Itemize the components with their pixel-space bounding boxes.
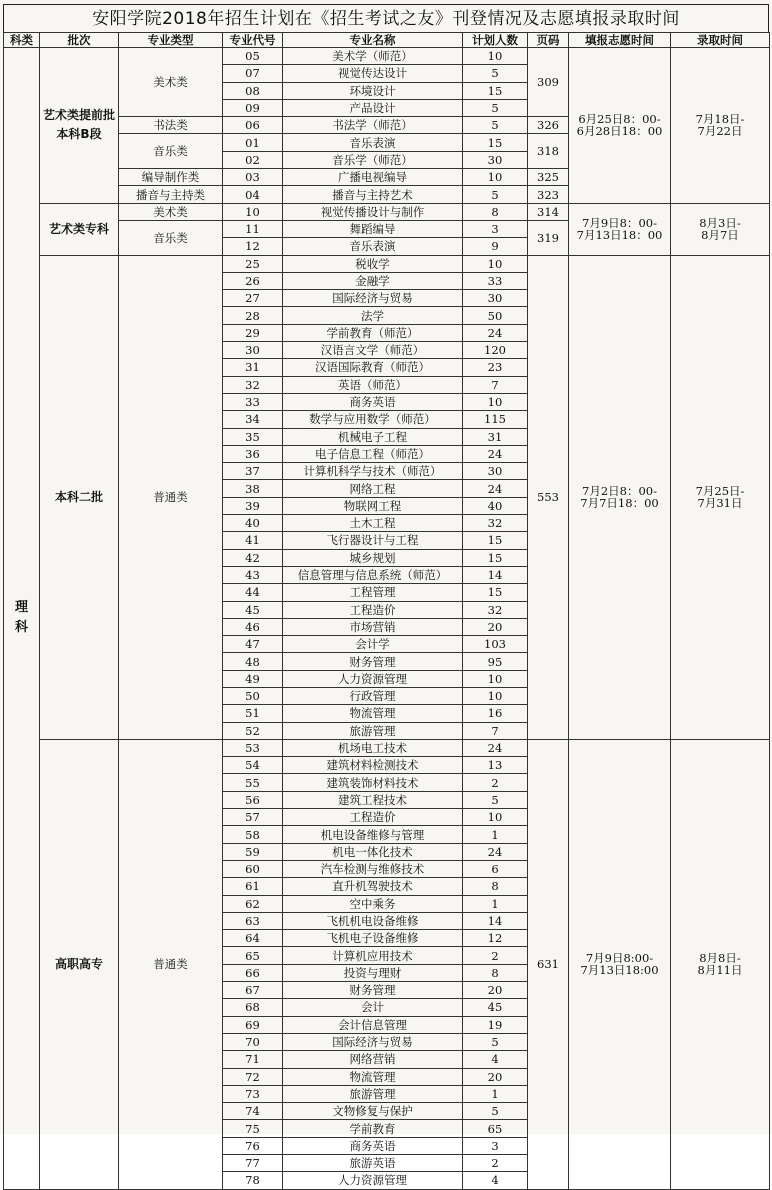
major-code-cell: 74	[223, 1103, 283, 1120]
major-code-cell: 64	[223, 930, 283, 947]
major-name-cell: 文物修复与保护	[283, 1103, 463, 1120]
major-name-cell: 国际经济与贸易	[283, 290, 463, 307]
table-row	[4, 255, 770, 272]
major-name-cell: 飞机电子设备维修	[283, 930, 463, 947]
table-header-row	[4, 33, 770, 48]
plan-count-cell: 15	[463, 532, 528, 549]
plan-count-cell: 24	[463, 445, 528, 462]
major-name-cell: 法学	[283, 307, 463, 324]
plan-count-cell: 10	[463, 393, 528, 410]
major-name-cell: 舞蹈编导	[283, 220, 463, 237]
major-code-cell: 37	[223, 463, 283, 480]
major-code-cell: 62	[223, 895, 283, 912]
subject-char: 科	[14, 620, 28, 636]
major-name-cell: 物流管理	[283, 1068, 463, 1085]
major-code-cell: 76	[223, 1137, 283, 1154]
plan-count-cell: 103	[463, 636, 528, 653]
fill-time-cell-line: 6月28日18：00	[576, 124, 663, 139]
major-name-cell: 网络工程	[283, 480, 463, 497]
major-type-cell: 普通类	[119, 739, 223, 1189]
major-name-cell: 广播电视编导	[283, 169, 463, 186]
plan-count-cell: 115	[463, 411, 528, 428]
plan-count-cell: 7	[463, 722, 528, 739]
major-name-cell: 计算机应用技术	[283, 947, 463, 964]
major-code-cell: 42	[223, 549, 283, 566]
major-name-cell: 机电一体化技术	[283, 843, 463, 860]
major-name-cell: 会计学	[283, 636, 463, 653]
major-code-cell: 29	[223, 324, 283, 341]
major-code-cell: 46	[223, 618, 283, 635]
major-code-cell: 30	[223, 342, 283, 359]
major-name-cell: 工程造价	[283, 809, 463, 826]
plan-count-cell: 40	[463, 497, 528, 514]
plan-count-cell: 15	[463, 549, 528, 566]
header-admit-time: 录取时间	[671, 33, 770, 48]
major-name-cell: 建筑材料检测技术	[283, 757, 463, 774]
admit-time-cell	[671, 255, 770, 739]
plan-count-cell: 10	[463, 48, 528, 65]
plan-count-cell: 2	[463, 947, 528, 964]
fill-time-cell-line: 7月9日8:00-	[585, 951, 654, 966]
plan-count-cell: 50	[463, 307, 528, 324]
plan-count-cell: 24	[463, 739, 528, 756]
subject-cell	[4, 48, 40, 1190]
major-code-cell: 09	[223, 99, 283, 116]
plan-count-cell: 3	[463, 220, 528, 237]
major-name-cell: 视觉传播设计与制作	[283, 203, 463, 220]
major-code-cell: 48	[223, 653, 283, 670]
plan-count-cell: 7	[463, 376, 528, 393]
subject-char: 理	[14, 600, 28, 616]
plan-count-cell: 45	[463, 999, 528, 1016]
plan-count-cell: 3	[463, 1137, 528, 1154]
major-code-cell: 60	[223, 860, 283, 877]
major-name-cell: 美术学（师范）	[283, 48, 463, 65]
major-code-cell: 07	[223, 65, 283, 82]
plan-count-cell: 120	[463, 342, 528, 359]
major-code-cell: 53	[223, 739, 283, 756]
major-code-cell: 04	[223, 186, 283, 203]
header-page-number: 页码	[528, 33, 569, 48]
major-code-cell: 02	[223, 151, 283, 168]
major-name-cell: 汽车检测与维修技术	[283, 860, 463, 877]
major-code-cell: 05	[223, 48, 283, 65]
fill-time-cell	[569, 739, 671, 1189]
major-name-cell: 网络营销	[283, 1051, 463, 1068]
page-number-cell: 314	[528, 203, 569, 220]
page-number-cell: 323	[528, 186, 569, 203]
major-code-cell: 71	[223, 1051, 283, 1068]
major-code-cell: 78	[223, 1172, 283, 1189]
major-name-cell: 金融学	[283, 272, 463, 289]
major-code-cell: 12	[223, 238, 283, 255]
major-name-cell: 国际经济与贸易	[283, 1033, 463, 1050]
fill-time-cell-line: 7月2日8：00-	[582, 484, 657, 499]
plan-count-cell: 14	[463, 566, 528, 583]
major-code-cell: 03	[223, 169, 283, 186]
major-name-cell: 土木工程	[283, 515, 463, 532]
major-name-cell: 旅游管理	[283, 1085, 463, 1102]
table-row	[4, 739, 770, 756]
major-code-cell: 59	[223, 843, 283, 860]
plan-count-cell: 4	[463, 1051, 528, 1068]
admit-time-cell-line: 8月3日-	[699, 216, 741, 231]
plan-count-cell: 24	[463, 324, 528, 341]
fill-time-cell	[569, 48, 671, 204]
major-code-cell: 35	[223, 428, 283, 445]
page-number-cell: 553	[528, 255, 569, 739]
page-title: 安阳学院2018年招生计划在《招生考试之友》刊登情况及志愿填报录取时间	[3, 4, 769, 32]
plan-count-cell: 5	[463, 186, 528, 203]
major-code-cell: 36	[223, 445, 283, 462]
major-name-cell: 汉语国际教育（师范）	[283, 359, 463, 376]
major-code-cell: 43	[223, 566, 283, 583]
plan-count-cell: 65	[463, 1120, 528, 1137]
major-code-cell: 28	[223, 307, 283, 324]
major-code-cell: 44	[223, 584, 283, 601]
major-name-cell: 投资与理财	[283, 964, 463, 981]
major-code-cell: 41	[223, 532, 283, 549]
plan-count-cell: 10	[463, 255, 528, 272]
major-name-cell: 物流管理	[283, 705, 463, 722]
major-code-cell: 51	[223, 705, 283, 722]
major-name-cell: 城乡规划	[283, 549, 463, 566]
major-name-cell: 财务管理	[283, 653, 463, 670]
major-code-cell: 08	[223, 82, 283, 99]
batch-cell: 高职高专	[40, 739, 119, 1189]
admit-time-cell	[671, 203, 770, 255]
major-type-cell: 书法类	[119, 117, 223, 134]
plan-count-cell: 10	[463, 670, 528, 687]
major-name-cell: 旅游英语	[283, 1155, 463, 1172]
plan-count-cell: 5	[463, 1103, 528, 1120]
major-code-cell: 50	[223, 687, 283, 704]
plan-count-cell: 1	[463, 1085, 528, 1102]
batch-cell: 本科二批	[40, 255, 119, 739]
major-type-cell: 美术类	[119, 48, 223, 117]
major-name-cell: 电子信息工程（师范）	[283, 445, 463, 462]
major-code-cell: 33	[223, 393, 283, 410]
major-name-cell: 工程管理	[283, 584, 463, 601]
plan-count-cell: 5	[463, 791, 528, 808]
major-type-cell: 音乐类	[119, 220, 223, 255]
plan-count-cell: 4	[463, 1172, 528, 1189]
header-fill-time: 填报志愿时间	[569, 33, 671, 48]
plan-count-cell: 1	[463, 895, 528, 912]
plan-count-cell: 31	[463, 428, 528, 445]
major-name-cell: 产品设计	[283, 99, 463, 116]
major-code-cell: 11	[223, 220, 283, 237]
major-code-cell: 58	[223, 826, 283, 843]
plan-count-cell: 30	[463, 151, 528, 168]
major-name-cell: 建筑装饰材料技术	[283, 774, 463, 791]
major-code-cell: 49	[223, 670, 283, 687]
admission-plan-table	[3, 32, 770, 1190]
table-row	[4, 48, 770, 65]
major-code-cell: 25	[223, 255, 283, 272]
admit-time-cell-line: 7月31日	[697, 496, 743, 511]
major-name-cell: 旅游管理	[283, 722, 463, 739]
major-code-cell: 10	[223, 203, 283, 220]
admit-time-cell-line: 8月8日-	[699, 951, 741, 966]
plan-count-cell: 8	[463, 203, 528, 220]
plan-count-cell: 20	[463, 618, 528, 635]
page-number-cell: 318	[528, 134, 569, 169]
major-code-cell: 32	[223, 376, 283, 393]
major-name-cell: 环境设计	[283, 82, 463, 99]
major-name-cell: 学前教育	[283, 1120, 463, 1137]
major-name-cell: 行政管理	[283, 687, 463, 704]
major-code-cell: 68	[223, 999, 283, 1016]
batch-cell: 艺术类专科	[40, 203, 119, 255]
major-code-cell: 47	[223, 636, 283, 653]
major-name-cell: 会计信息管理	[283, 1016, 463, 1033]
major-code-cell: 31	[223, 359, 283, 376]
plan-count-cell: 24	[463, 843, 528, 860]
plan-count-cell: 14	[463, 912, 528, 929]
major-name-cell: 播音与主持艺术	[283, 186, 463, 203]
major-code-cell: 73	[223, 1085, 283, 1102]
major-code-cell: 39	[223, 497, 283, 514]
major-name-cell: 飞机机电设备维修	[283, 912, 463, 929]
plan-count-cell: 20	[463, 1068, 528, 1085]
major-name-cell: 书法学（师范）	[283, 117, 463, 134]
major-code-cell: 01	[223, 134, 283, 151]
plan-count-cell: 30	[463, 290, 528, 307]
major-code-cell: 63	[223, 912, 283, 929]
plan-count-cell: 16	[463, 705, 528, 722]
major-code-cell: 54	[223, 757, 283, 774]
major-type-cell: 音乐类	[119, 134, 223, 169]
fill-time-cell-line: 6月25日8：00-	[578, 112, 661, 127]
major-code-cell: 26	[223, 272, 283, 289]
major-type-cell: 美术类	[119, 203, 223, 220]
admit-time-cell-line: 7月18日-	[695, 112, 745, 127]
major-name-cell: 汉语言文学（师范）	[283, 342, 463, 359]
plan-count-cell: 5	[463, 1033, 528, 1050]
admit-time-cell-line: 7月25日-	[695, 484, 745, 499]
plan-count-cell: 24	[463, 480, 528, 497]
major-code-cell: 75	[223, 1120, 283, 1137]
major-code-cell: 72	[223, 1068, 283, 1085]
major-code-cell: 38	[223, 480, 283, 497]
major-name-cell: 音乐表演	[283, 238, 463, 255]
major-name-cell: 人力资源管理	[283, 670, 463, 687]
major-name-cell: 税收学	[283, 255, 463, 272]
fill-time-cell-line: 7月13日18:00	[580, 963, 659, 978]
major-code-cell: 70	[223, 1033, 283, 1050]
major-name-cell: 机械电子工程	[283, 428, 463, 445]
plan-count-cell: 10	[463, 687, 528, 704]
major-code-cell: 27	[223, 290, 283, 307]
plan-count-cell: 15	[463, 82, 528, 99]
fill-time-cell	[569, 203, 671, 255]
admit-time-cell-line: 8月7日	[701, 228, 739, 243]
plan-count-cell: 32	[463, 515, 528, 532]
plan-count-cell: 2	[463, 1155, 528, 1172]
major-name-cell: 学前教育（师范）	[283, 324, 463, 341]
major-name-cell: 信息管理与信息系统（师范）	[283, 566, 463, 583]
major-type-cell: 播音与主持类	[119, 186, 223, 203]
plan-count-cell: 8	[463, 964, 528, 981]
major-code-cell: 66	[223, 964, 283, 981]
plan-count-cell: 32	[463, 601, 528, 618]
major-name-cell: 音乐学（师范）	[283, 151, 463, 168]
header-plan-count: 计划人数	[463, 33, 528, 48]
plan-count-cell: 10	[463, 809, 528, 826]
major-code-cell: 67	[223, 982, 283, 999]
plan-count-cell: 9	[463, 238, 528, 255]
major-name-cell: 工程造价	[283, 601, 463, 618]
major-code-cell: 77	[223, 1155, 283, 1172]
major-code-cell: 34	[223, 411, 283, 428]
plan-count-cell: 5	[463, 99, 528, 116]
major-name-cell: 建筑工程技术	[283, 791, 463, 808]
header-major-type: 专业类型	[119, 33, 223, 48]
page-number-cell: 326	[528, 117, 569, 134]
major-name-cell: 物联网工程	[283, 497, 463, 514]
admit-time-cell-line: 8月11日	[697, 963, 743, 978]
admit-time-cell-line: 7月22日	[697, 124, 743, 139]
major-code-cell: 61	[223, 878, 283, 895]
page-number-cell: 309	[528, 48, 569, 117]
major-code-cell: 55	[223, 774, 283, 791]
plan-count-cell: 95	[463, 653, 528, 670]
major-name-cell: 商务英语	[283, 393, 463, 410]
plan-count-cell: 20	[463, 982, 528, 999]
fill-time-cell-line: 7月9日8：00-	[582, 216, 657, 231]
major-name-cell: 数学与应用数学（师范）	[283, 411, 463, 428]
major-type-cell: 编导制作类	[119, 169, 223, 186]
plan-count-cell: 15	[463, 134, 528, 151]
major-code-cell: 52	[223, 722, 283, 739]
major-type-cell: 普通类	[119, 255, 223, 739]
header-subject: 科类	[4, 33, 40, 48]
fill-time-cell-line: 7月7日18：00	[580, 496, 659, 511]
plan-count-cell: 13	[463, 757, 528, 774]
major-name-cell: 音乐表演	[283, 134, 463, 151]
header-batch: 批次	[40, 33, 119, 48]
plan-count-cell: 12	[463, 930, 528, 947]
major-code-cell: 06	[223, 117, 283, 134]
plan-count-cell: 8	[463, 878, 528, 895]
major-name-cell: 飞行器设计与工程	[283, 532, 463, 549]
major-name-cell: 商务英语	[283, 1137, 463, 1154]
plan-count-cell: 30	[463, 463, 528, 480]
table-row	[4, 203, 770, 220]
plan-count-cell: 33	[463, 272, 528, 289]
plan-count-cell: 5	[463, 65, 528, 82]
plan-count-cell: 10	[463, 169, 528, 186]
major-code-cell: 65	[223, 947, 283, 964]
major-name-cell: 空中乘务	[283, 895, 463, 912]
major-code-cell: 69	[223, 1016, 283, 1033]
major-name-cell: 人力资源管理	[283, 1172, 463, 1189]
major-name-cell: 计算机科学与技术（师范）	[283, 463, 463, 480]
major-name-cell: 视觉传达设计	[283, 65, 463, 82]
header-major-name: 专业名称	[283, 33, 463, 48]
plan-count-cell: 15	[463, 584, 528, 601]
admit-time-cell	[671, 48, 770, 204]
major-name-cell: 机场电工技术	[283, 739, 463, 756]
major-name-cell: 机电设备维修与管理	[283, 826, 463, 843]
page-number-cell: 325	[528, 169, 569, 186]
major-name-cell: 会计	[283, 999, 463, 1016]
major-name-cell: 英语（师范）	[283, 376, 463, 393]
page-number-cell: 319	[528, 220, 569, 255]
plan-count-cell: 6	[463, 860, 528, 877]
plan-count-cell: 19	[463, 1016, 528, 1033]
batch-cell: 艺术类提前批本科B段	[40, 48, 119, 204]
major-code-cell: 45	[223, 601, 283, 618]
admit-time-cell	[671, 739, 770, 1189]
major-code-cell: 56	[223, 791, 283, 808]
plan-count-cell: 5	[463, 117, 528, 134]
plan-count-cell: 2	[463, 774, 528, 791]
major-name-cell: 市场营销	[283, 618, 463, 635]
fill-time-cell-line: 7月13日18：00	[576, 228, 663, 243]
fill-time-cell	[569, 255, 671, 739]
major-name-cell: 财务管理	[283, 982, 463, 999]
major-code-cell: 40	[223, 515, 283, 532]
header-major-code: 专业代号	[223, 33, 283, 48]
major-name-cell: 直升机驾驶技术	[283, 878, 463, 895]
major-code-cell: 57	[223, 809, 283, 826]
page-number-cell: 631	[528, 739, 569, 1189]
plan-count-cell: 23	[463, 359, 528, 376]
plan-count-cell: 1	[463, 826, 528, 843]
